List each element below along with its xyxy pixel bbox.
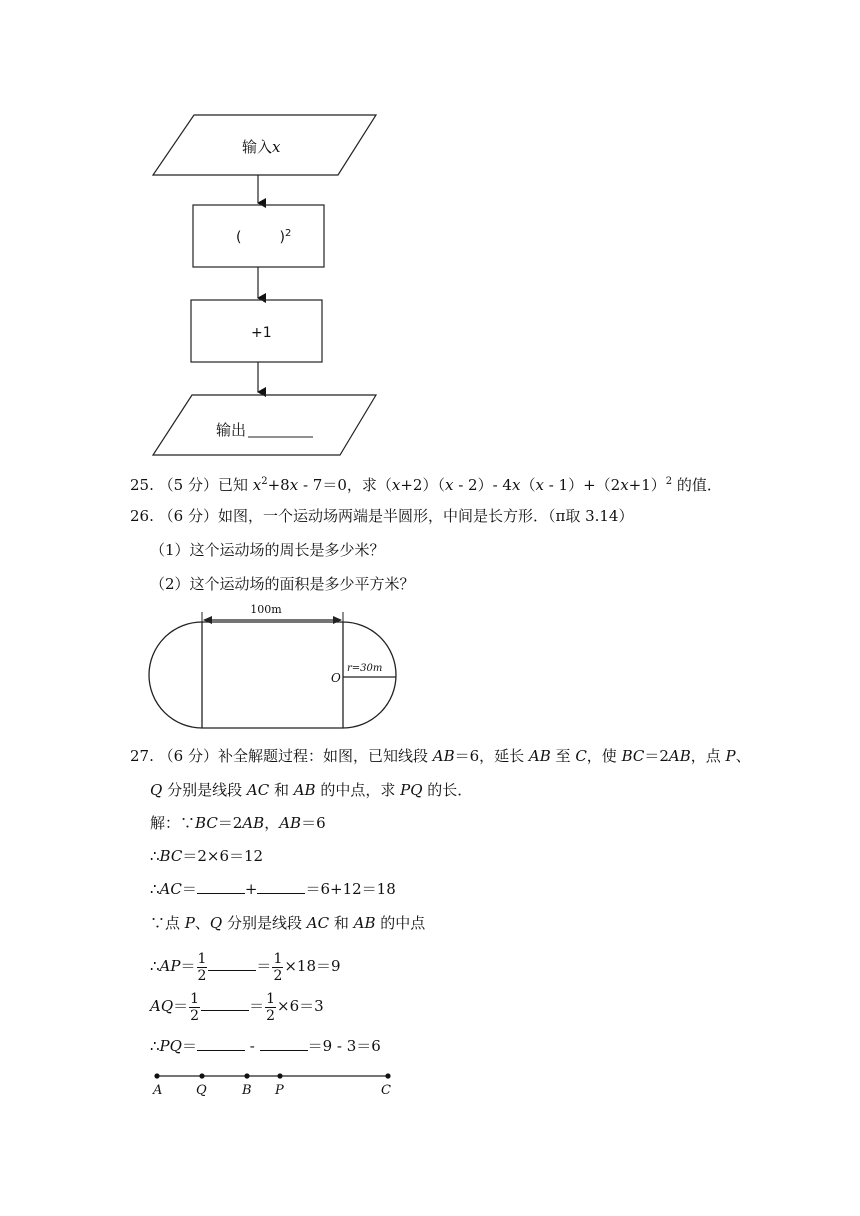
q27-text: ，点: [690, 747, 726, 765]
flowchart-input-text: [242, 136, 280, 157]
q25-var: x: [535, 476, 544, 494]
step-text: -: [244, 1037, 260, 1055]
step-text: ∴: [150, 957, 160, 975]
solution-step-3: [150, 879, 396, 899]
q27-var: P: [725, 747, 736, 765]
q26-number: 26.: [130, 507, 154, 525]
center-label: O: [331, 671, 341, 685]
flowchart-plus-one-text: +1: [251, 325, 272, 341]
answer-blank[interactable]: [201, 996, 249, 1011]
fraction-one-half: [197, 951, 208, 984]
solution-step-6: [150, 986, 324, 1026]
fraction-numerator: 1: [197, 950, 207, 967]
step-text: ＝6+12＝18: [305, 880, 396, 898]
q27-text: ，使: [586, 747, 622, 765]
step-var: AC: [159, 880, 182, 898]
q25-var: x: [444, 476, 454, 494]
step-text: ＝2: [217, 814, 243, 832]
length-arrow-left: [203, 616, 212, 624]
step-text: ＝9 - 3＝6: [307, 1037, 381, 1055]
step-text: ＝6: [301, 814, 326, 832]
point-C-label: C: [381, 1083, 391, 1098]
q25-var: x: [620, 476, 629, 494]
step-text: ∵点: [150, 914, 185, 932]
q25-text: +2）（: [400, 476, 445, 494]
q25-text: +1）: [628, 476, 666, 494]
q25-var: x: [391, 476, 401, 494]
step-text: ＝: [249, 997, 265, 1015]
q27-text: 的中点，求: [315, 781, 401, 799]
step-var: AQ: [150, 997, 174, 1015]
question-27-stem-line2: [150, 780, 472, 800]
flowchart-square-text: [236, 228, 291, 246]
q27-score: （6 分）: [158, 747, 218, 765]
q27-text: 和: [269, 781, 294, 799]
paren-open: (: [236, 229, 242, 246]
q25-text: +8: [267, 476, 290, 494]
fraction-numerator: 1: [190, 990, 200, 1007]
step-var: AC: [306, 914, 330, 932]
fraction-numerator: 1: [266, 990, 276, 1007]
q27-var: PQ: [400, 781, 423, 799]
q26-score: （6 分）: [158, 507, 218, 525]
step-text: ×18＝9: [284, 957, 341, 975]
step-text: +: [244, 880, 258, 898]
step-var: AP: [159, 957, 181, 975]
step-text: ∴: [150, 880, 160, 898]
answer-blank[interactable]: [197, 1036, 245, 1051]
step-text: ＝: [181, 880, 197, 898]
step-text: 分别是线段: [222, 914, 307, 932]
q25-exp: 2: [665, 476, 673, 487]
step-var: AB: [242, 814, 265, 832]
answer-blank[interactable]: [197, 879, 245, 894]
q25-text: - 1）+（2: [543, 476, 621, 494]
step-text: 解：∵: [150, 814, 196, 832]
step-var: Q: [209, 914, 223, 932]
solution-step-5: [150, 946, 341, 986]
flowchart-output-label: 输出: [216, 421, 247, 439]
flowchart-figure: [150, 112, 382, 457]
step-text: ＝: [256, 957, 272, 975]
answer-blank[interactable]: [257, 879, 305, 894]
step-var: P: [184, 914, 195, 932]
solution-step-7: [150, 1036, 381, 1056]
q25-text: - 7＝0，求（: [298, 476, 392, 494]
radius-label: r=30m: [347, 663, 383, 674]
q27-var: BC: [621, 747, 645, 765]
point-B-label: B: [242, 1083, 252, 1098]
step-var: AB: [353, 914, 376, 932]
question-26-stem: [130, 506, 633, 526]
length-label: 100m: [250, 603, 282, 616]
q27-var: C: [575, 747, 587, 765]
point-A-dot: [154, 1073, 159, 1078]
q27-var: AC: [246, 781, 270, 799]
step-var: BC: [159, 847, 183, 865]
length-arrow-right: [333, 616, 342, 624]
q27-var: AB: [528, 747, 551, 765]
input-variable: x: [272, 138, 281, 156]
q27-var: AB: [668, 747, 691, 765]
q25-number: 25.: [130, 476, 154, 494]
point-A-label: A: [153, 1083, 163, 1098]
answer-blank[interactable]: [208, 956, 256, 971]
step-var: PQ: [159, 1037, 182, 1055]
question-27-stem-line1: [130, 746, 751, 766]
q26-subquestion-1: （1）这个运动场的周长是多少米？: [150, 541, 385, 559]
point-Q-dot: [199, 1073, 204, 1078]
point-P-label: P: [275, 1083, 284, 1098]
step-text: 和: [329, 914, 354, 932]
segment-figure: [150, 1068, 400, 1100]
point-Q-label: Q: [196, 1083, 207, 1098]
fraction-one-half: [189, 991, 200, 1024]
q25-var: x: [289, 476, 299, 494]
q25-var: x: [511, 476, 521, 494]
q25-text: - 2）- 4: [453, 476, 512, 494]
q27-text: 分别是线段: [162, 781, 247, 799]
q27-text: ＝2: [644, 747, 669, 765]
step-text: 、: [194, 914, 210, 932]
point-P-dot: [277, 1073, 282, 1078]
solution-step-1: [150, 813, 326, 833]
solution-step-4: [150, 913, 425, 933]
q25-text: 的值．: [672, 476, 722, 494]
step-text: ∴: [150, 1037, 160, 1055]
step-text: ×6＝3: [277, 997, 324, 1015]
answer-blank[interactable]: [260, 1036, 308, 1051]
q26-stem-text: 如图，一个运动场两端是半圆形，中间是长方形．（π取 3.14）: [217, 507, 634, 525]
q27-text: 至: [550, 747, 576, 765]
step-text: ＝: [173, 997, 189, 1015]
q27-text: 的长．: [422, 781, 473, 799]
step-text: ，: [264, 814, 280, 832]
q25-exp: 2: [261, 476, 268, 487]
square-exponent: 2: [284, 228, 292, 239]
q27-text: 补全解题过程：如图，已知线段: [217, 747, 433, 765]
step-text: ∴: [150, 847, 160, 865]
q25-score: （5 分）: [158, 476, 218, 494]
q25-text: 已知: [217, 476, 253, 494]
point-C-dot: [385, 1073, 390, 1078]
step-text: ＝: [181, 1037, 197, 1055]
stadium-figure: [146, 600, 400, 734]
fraction-denominator: 2: [197, 967, 207, 984]
paren-close: ): [279, 229, 285, 246]
fraction-denominator: 2: [190, 1007, 200, 1024]
point-B-dot: [244, 1073, 249, 1078]
step-text: 的中点: [375, 914, 426, 932]
q27-text: 、: [735, 747, 751, 765]
q27-text: ＝6，延长: [454, 747, 529, 765]
step-var: BC: [195, 814, 218, 832]
solution-step-2: [150, 846, 263, 866]
q26-subquestion-2: （2）这个运动场的面积是多少平方米？: [150, 575, 415, 593]
q27-var: AB: [293, 781, 316, 799]
stadium-outline: [149, 622, 396, 728]
fraction-one-half: [265, 991, 276, 1024]
fraction-one-half: [272, 951, 283, 984]
q27-var: AB: [432, 747, 455, 765]
step-text: ＝2×6＝12: [182, 847, 264, 865]
fraction-denominator: 2: [266, 1007, 276, 1024]
q27-var: Q: [150, 781, 163, 799]
input-label: 输入: [242, 138, 273, 156]
q27-number: 27.: [130, 747, 154, 765]
step-text: ＝: [180, 957, 196, 975]
fraction-numerator: 1: [273, 950, 283, 967]
q25-text: （: [520, 476, 536, 494]
step-var: AB: [279, 814, 302, 832]
output-parallelogram: [153, 395, 376, 455]
question-25: [130, 472, 722, 495]
q25-var: x: [252, 476, 262, 494]
fraction-denominator: 2: [273, 967, 283, 984]
